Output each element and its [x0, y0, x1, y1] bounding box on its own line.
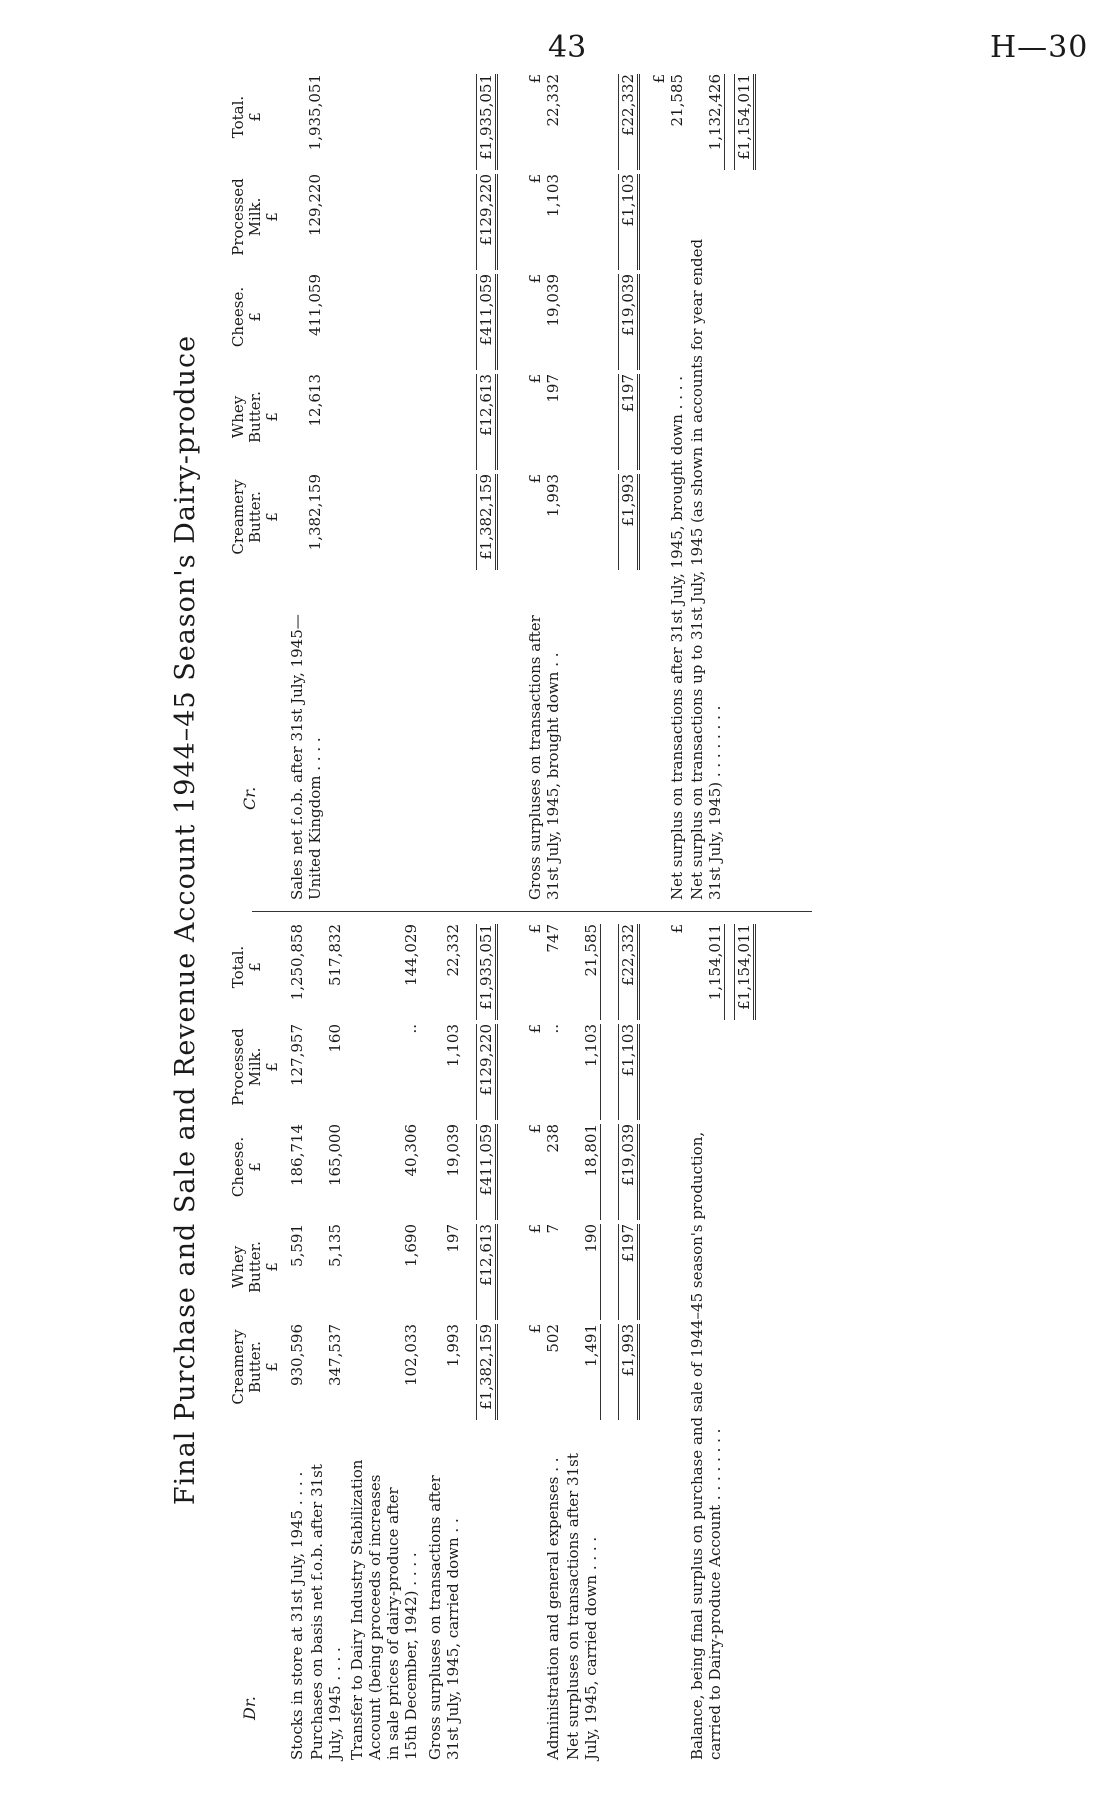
page-number: 43 — [548, 30, 587, 65]
dr-row-gross-processed: 1,103 — [444, 1024, 462, 1067]
cr-total-whey: £12,613 — [476, 374, 498, 470]
dr-total-processed: £129,220 — [476, 1024, 498, 1120]
cr-row-gross-creamery: 1,993 — [544, 474, 562, 517]
dr-row-stocks-whey: 5,591 — [288, 1224, 306, 1267]
dr-row-purchases-label: Purchases on basis net f.o.b. after 31st July, 1945 . . . . — [308, 1464, 344, 1760]
dr-row-transfer-whey: 1,690 — [402, 1224, 420, 1267]
cr-row-sales-total: 1,935,051 — [306, 74, 324, 151]
dr-row-admin-processed: .. — [544, 1024, 562, 1034]
col-head-cheese: Cheese. £ — [229, 1136, 264, 1198]
dr-currency-cheese: £ — [526, 1124, 544, 1134]
cr-col-head-creamery: Creamery Butter. £ — [229, 479, 281, 555]
cr-currency-cheese: £ — [526, 274, 544, 284]
dr-row-net-cheese: 18,801 — [582, 1124, 601, 1220]
cr-currency-whey: £ — [526, 374, 544, 384]
cr-col-head-cheese: Cheese. £ — [229, 286, 264, 348]
dr-balance-currency: £ — [668, 924, 686, 934]
cr-net-row-1-label: Net surplus on transactions after 31st July, 1945, brought down . . . . — [668, 375, 686, 900]
dr-row-admin-label: Administration and general expenses . . — [544, 1457, 562, 1760]
cr-row-gross-processed: 1,103 — [544, 174, 562, 217]
dr-row-transfer-total: 144,029 — [402, 924, 420, 987]
dr-total-total: £1,935,051 — [476, 924, 498, 1020]
dr-currency-total: £ — [526, 924, 544, 934]
cr-net-total: £1,154,011 — [734, 74, 756, 170]
cr-net-row-2-value: 1,132,426 — [706, 74, 725, 170]
dr-total-cheese: £411,059 — [476, 1124, 498, 1220]
dr-total2-total: £22,332 — [618, 924, 640, 1020]
cr-row-sales-label: Sales net f.o.b. after 31st July, 1945— United Kingdom . . . . — [288, 614, 324, 900]
dr-row-net-whey: 190 — [582, 1224, 601, 1320]
cr-net-currency: £ — [650, 74, 668, 84]
cr-row-sales-creamery: 1,382,159 — [306, 474, 324, 551]
cr-total2-creamery: £1,993 — [618, 474, 640, 570]
dr-row-stocks-cheese: 186,714 — [288, 1124, 306, 1187]
cr-currency-creamery: £ — [526, 474, 544, 484]
cr-col-head-whey: Whey Butter. £ — [229, 391, 281, 443]
dr-row-transfer-processed: .. — [402, 1024, 420, 1034]
column-divider — [252, 911, 812, 912]
dr-row-gross-cheese: 19,039 — [444, 1124, 462, 1177]
dr-total2-whey: £197 — [618, 1224, 640, 1320]
dr-row-admin-creamery: 502 — [544, 1324, 562, 1353]
cr-row-gross-total: 22,332 — [544, 74, 562, 127]
cr-currency-total: £ — [526, 74, 544, 84]
col-head-total: Total. £ — [229, 945, 264, 989]
dr-total-whey: £12,613 — [476, 1224, 498, 1320]
cr-row-gross-cheese: 19,039 — [544, 274, 562, 327]
cr-total2-cheese: £19,039 — [618, 274, 640, 370]
dr-row-purchases-processed: 160 — [326, 1024, 344, 1053]
dr-row-purchases-whey: 5,135 — [326, 1224, 344, 1267]
dr-row-admin-cheese: 238 — [544, 1124, 562, 1153]
dr-row-stocks-creamery: 930,596 — [288, 1324, 306, 1387]
dr-row-transfer-creamery: 102,033 — [402, 1324, 420, 1387]
dr-row-stocks-processed: 127,957 — [288, 1024, 306, 1087]
dr-row-admin-total: 747 — [544, 924, 562, 953]
dr-total-creamery: £1,382,159 — [476, 1324, 498, 1420]
dr-row-purchases-cheese: 165,000 — [326, 1124, 344, 1187]
dr-row-transfer-cheese: 40,306 — [402, 1124, 420, 1177]
dr-total2-processed: £1,103 — [618, 1024, 640, 1120]
cr-row-sales-processed: 129,220 — [306, 174, 324, 237]
cr-row-sales-whey: 12,613 — [306, 374, 324, 427]
page-title: Final Purchase and Sale and Revenue Account 1944–45 Season's Dairy-produce — [170, 334, 201, 1506]
dr-row-net-creamery: 1,491 — [582, 1324, 601, 1420]
dr-row-gross-total: 22,332 — [444, 924, 462, 977]
credit-side-heading: Cr. — [240, 786, 259, 810]
dr-balance-value: 1,154,011 — [706, 924, 725, 1020]
cr-total2-whey: £197 — [618, 374, 640, 470]
cr-currency-processed: £ — [526, 174, 544, 184]
dr-row-admin-whey: 7 — [544, 1224, 562, 1234]
dr-balance-label: Balance, being final surplus on purchase and sale of 1944–45 season's production, carried to Dairy-produce Account . . . . . . . . — [688, 1131, 724, 1760]
cr-col-head-processed: Processed Milk. £ — [229, 178, 281, 256]
dr-row-stocks-total: 1,250,858 — [288, 924, 306, 1001]
cr-row-gross-label: Gross surpluses on transactions after 31st July, 1945, brought down . . — [526, 615, 562, 900]
dr-row-net-total: 21,585 — [582, 924, 601, 1020]
dr-row-net-processed: 1,103 — [582, 1024, 601, 1120]
cr-total-processed: £129,220 — [476, 174, 498, 270]
dr-currency-creamery: £ — [526, 1324, 544, 1334]
cr-row-gross-whey: 197 — [544, 374, 562, 403]
debit-side-heading: Dr. — [240, 1696, 259, 1720]
cr-total-cheese: £411,059 — [476, 274, 498, 370]
dr-row-gross-label: Gross surpluses on transactions after 31st July, 1945, carried down . . — [426, 1475, 462, 1760]
dr-balance-total: £1,154,011 — [734, 924, 756, 1020]
cr-total-total: £1,935,051 — [476, 74, 498, 170]
page-code: H—30 — [990, 30, 1089, 65]
dr-row-gross-creamery: 1,993 — [444, 1324, 462, 1367]
rotated-account-table — [170, 70, 1070, 1770]
dr-currency-processed: £ — [526, 1024, 544, 1034]
dr-currency-whey: £ — [526, 1224, 544, 1234]
cr-total2-total: £22,332 — [618, 74, 640, 170]
dr-row-gross-whey: 197 — [444, 1224, 462, 1253]
dr-row-net-label: Net surpluses on transactions after 31st July, 1945, carried down . . . . — [564, 1453, 600, 1760]
cr-row-sales-cheese: 411,059 — [306, 274, 324, 337]
cr-net-row-1-value: 21,585 — [668, 74, 686, 127]
col-head-processed: Processed Milk. £ — [229, 1028, 281, 1106]
dr-total2-cheese: £19,039 — [618, 1124, 640, 1220]
cr-total-creamery: £1,382,159 — [476, 474, 498, 570]
cr-total2-processed: £1,103 — [618, 174, 640, 270]
dr-total2-creamery: £1,993 — [618, 1324, 640, 1420]
dr-row-stocks-label: Stocks in store at 31st July, 1945 . . . . — [288, 1471, 306, 1760]
col-head-whey: Whey Butter. £ — [229, 1241, 281, 1293]
col-head-creamery: Creamery Butter. £ — [229, 1329, 281, 1405]
cr-col-head-total: Total. £ — [229, 95, 264, 139]
dr-row-purchases-creamery: 347,537 — [326, 1324, 344, 1387]
cr-net-row-2-label: Net surplus on transactions up to 31st July, 1945 (as shown in accounts for year ended 31st July, 1945) . . . . . . . . — [688, 238, 724, 900]
dr-row-purchases-total: 517,832 — [326, 924, 344, 987]
dr-row-transfer-label: Transfer to Dairy Industry Stabilization Account (being proceeds of increases in sale prices of dairy-produce after 15th December, 1942) . . . . — [348, 1459, 420, 1760]
